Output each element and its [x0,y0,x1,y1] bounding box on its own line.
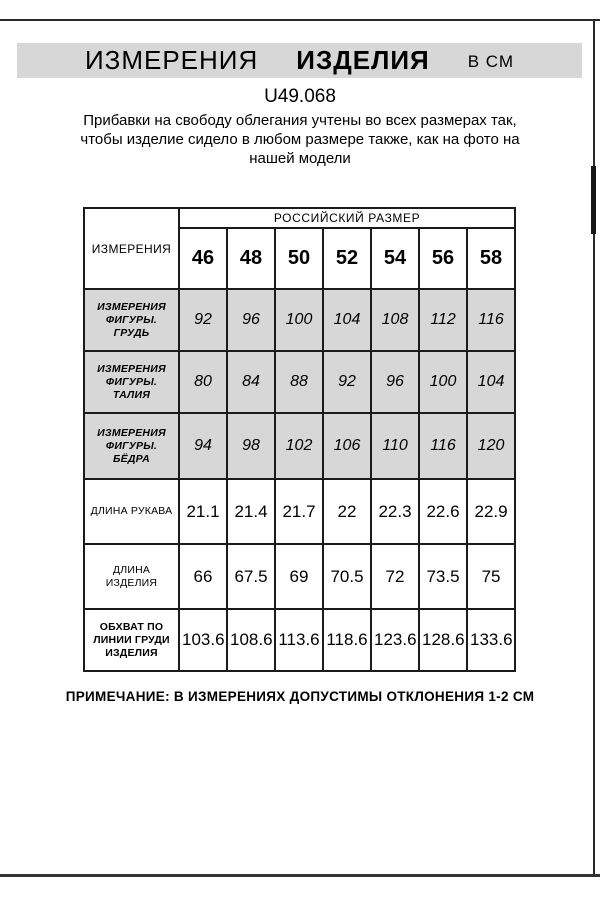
size-header-50: 50 [275,228,323,289]
cell-value: 128.6 [419,609,467,671]
cell-value: 112 [419,289,467,351]
size-table-wrap [83,207,516,672]
cell-value: 106 [323,413,371,479]
cell-value: 22.9 [467,479,515,544]
frame-bottom-line [0,874,600,877]
table-corner-header: ИЗМЕРЕНИЯ [84,208,179,289]
cell-value: 118.6 [323,609,371,671]
cell-value: 113.6 [275,609,323,671]
cell-value: 22.3 [371,479,419,544]
cell-value: 116 [419,413,467,479]
table-row-chest-girth [84,609,515,671]
cell-value: 75 [467,544,515,609]
cell-value: 92 [323,351,371,413]
description-line-1: Прибавки на свободу облегания учтены во всех размерах так, [83,112,517,129]
table-header-row [84,208,515,228]
cell-value: 66 [179,544,227,609]
cell-value: 133.6 [467,609,515,671]
note: ПРИМЕЧАНИЕ: В ИЗМЕРЕНИЯХ ДОПУСТИМЫ ОТКЛОНЕНИЯ 1-2 СМ [65,689,535,704]
cell-value: 100 [419,351,467,413]
size-header-54: 54 [371,228,419,289]
cell-value: 21.1 [179,479,227,544]
description-line-3: нашей модели [249,150,351,167]
cell-value: 110 [371,413,419,479]
cell-value: 100 [275,289,323,351]
cell-value: 102 [275,413,323,479]
product-code: U49.068 [264,86,336,107]
cell-value: 69 [275,544,323,609]
row-label: ОБХВАТ ПО ЛИНИИ ГРУДИ ИЗДЕЛИЯ [84,609,179,671]
row-label: ИЗМЕРЕНИЯ ФИГУРЫ. ТАЛИЯ [84,351,179,413]
title-product: ИЗДЕЛИЯ [296,45,430,75]
cell-value: 104 [467,351,515,413]
cell-value: 94 [179,413,227,479]
frame-right-scan-mark [591,166,596,234]
row-label: ДЛИНА РУКАВА [84,479,179,544]
cell-value: 120 [467,413,515,479]
cell-value: 96 [371,351,419,413]
cell-value: 21.4 [227,479,275,544]
frame-top-line [0,19,600,21]
cell-value: 80 [179,351,227,413]
cell-value: 108 [371,289,419,351]
cell-value: 67.5 [227,544,275,609]
cell-value: 72 [371,544,419,609]
cell-value: 73.5 [419,544,467,609]
size-header-58: 58 [467,228,515,289]
cell-value: 96 [227,289,275,351]
size-header-46: 46 [179,228,227,289]
table-row-figure-waist [84,351,515,413]
table-row-item-length [84,544,515,609]
title-unit: В СМ [467,52,515,71]
cell-value: 22.6 [419,479,467,544]
cell-value: 103.6 [179,609,227,671]
table-row-sleeve-length [84,479,515,544]
title-bar [17,43,582,78]
table-row-figure-chest [84,289,515,351]
cell-value: 92 [179,289,227,351]
size-header-56: 56 [419,228,467,289]
cell-value: 70.5 [323,544,371,609]
size-header-48: 48 [227,228,275,289]
table-row-figure-hips [84,413,515,479]
description-line-2: чтобы изделие сидело в любом размере также, как на фото на [80,131,520,148]
product-description [50,111,550,168]
row-label: ИЗМЕРЕНИЯ ФИГУРЫ. ГРУДЬ [84,289,179,351]
cell-value: 116 [467,289,515,351]
cell-value: 108.6 [227,609,275,671]
cell-value: 22 [323,479,371,544]
cell-value: 104 [323,289,371,351]
frame-right-line [593,19,595,877]
cell-value: 123.6 [371,609,419,671]
row-label: ДЛИНА ИЗДЕЛИЯ [84,544,179,609]
title-measurements: ИЗМЕРЕНИЯ [84,45,259,75]
cell-value: 21.7 [275,479,323,544]
cell-value: 98 [227,413,275,479]
cell-value: 84 [227,351,275,413]
size-table [83,207,516,672]
cell-value: 88 [275,351,323,413]
row-label: ИЗМЕРЕНИЯ ФИГУРЫ. БЁДРА [84,413,179,479]
size-header-52: 52 [323,228,371,289]
table-group-header: РОССИЙСКИЙ РАЗМЕР [179,208,515,228]
